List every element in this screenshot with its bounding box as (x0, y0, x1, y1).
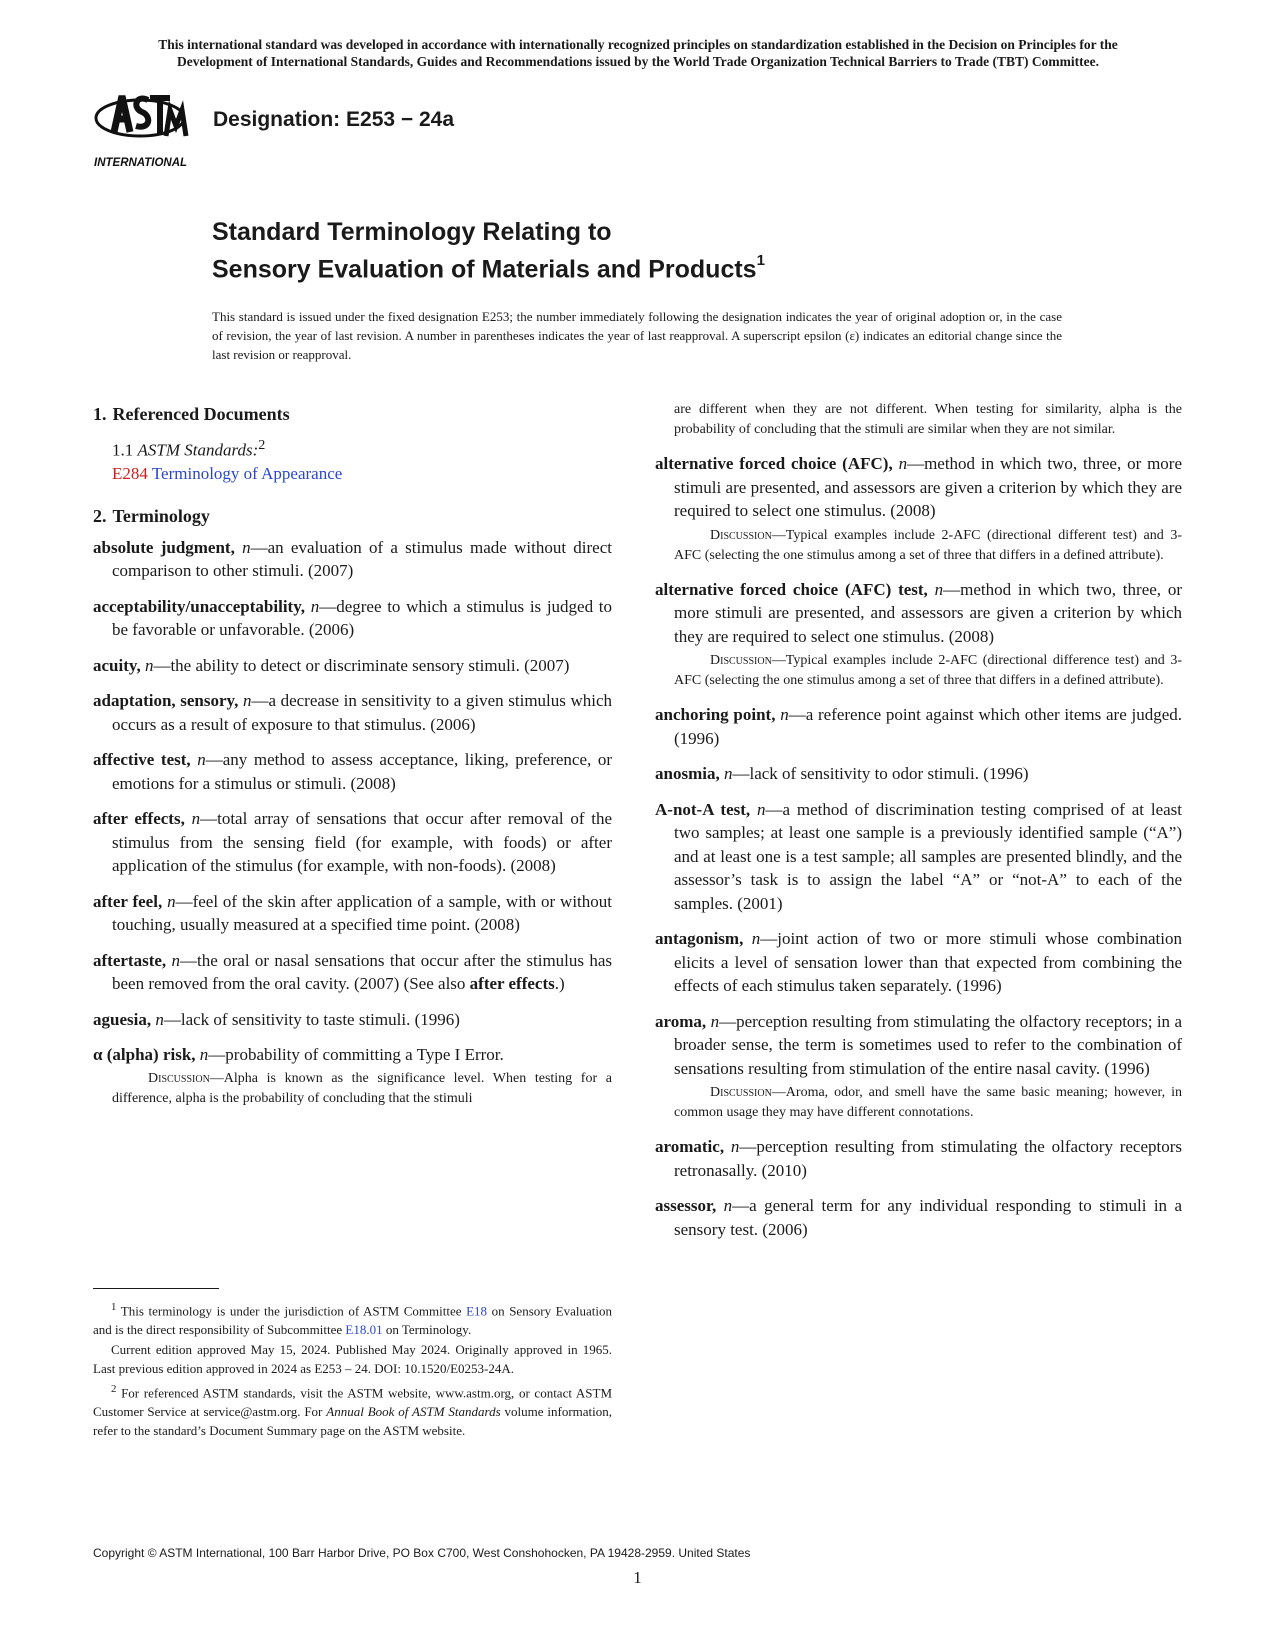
footnote-1-edition: Current edition approved May 15, 2024. Published May 2024. Originally approved in 1965. Last previous edition approved in 2024 as E253 – 24. DOI: 10.1520/E0253-24A. (93, 1342, 612, 1376)
footnotes (93, 1298, 612, 1442)
footnote-rule (93, 1288, 219, 1289)
term-entry: after effects, n—total array of sensations that occur after removal of the stimulus from the sensing field (for example, with foods) or after application of the stimulus (for example, with non-foods). (2008) (93, 809, 612, 876)
discussion-note: Discussion—Typical examples include 2-AFC (directional different test) and 3-AFC (selecting the one stimulus among a set of three that differs in a defined attribute). (674, 527, 1182, 563)
term-entry: anchoring point, n—a reference point against which other items are judged. (1996) (655, 705, 1182, 748)
designation: Designation: E253 − 24a (213, 108, 455, 131)
discussion-note: Discussion—Typical examples include 2-AFC (directional difference test) and 3-AFC (selecting the one stimulus among a set of three that differs in a defined attribute). (674, 653, 1182, 688)
wto-notice-line2: Development of International Standards, Guides and Recommendations issued by the World Trade Organization Technical Barriers to Trade (TBT) Committee. (176, 54, 1099, 69)
term-entry: aroma, n—perception resulting from stimulating the olfactory receptors; in a broader sense, the term is sometimes used to refer to the combination of sensations resulting from stimulation of the entire nasal cavity. (1996) (655, 1011, 1182, 1078)
term-entry: acceptability/unacceptability, n—degree to which a stimulus is judged to be favorable or unfavorable. (2006) (93, 596, 613, 640)
wto-notice-line1: This international standard was developed in accordance with internationally recognized principles on standardization established in the Decision on Principles for the (158, 37, 1118, 52)
wto-notice (88, 36, 1188, 70)
term-entry: affective test, n—any method to assess acceptance, liking, preference, or emotions for a stimulus or stimuli. (2008) (93, 750, 613, 793)
discussion-continued: are different when they are not different. When testing for similarity, alpha is the probability of concluding that the stimuli are similar when they are not similar. (674, 402, 1182, 437)
term-entry: absolute judgment, n—an evaluation of a stimulus made without direct comparison to other stimuli. (2007) (93, 537, 612, 581)
reference-e284[interactable] (112, 462, 612, 486)
section-heading-referenced-documents: 1. Referenced Documents (93, 404, 290, 424)
title-line1: Standard Terminology Relating to (212, 218, 612, 246)
footnote-1: $^1$ This terminology is under the jurisdiction of ASTM Committee E18 on Sensory Evaluation and is the direct responsibility of Subcommittee E18.01 on Terminology. (93, 1301, 612, 1337)
astm-logo-icon (92, 86, 192, 172)
subsection-astm-standards: 1.1 ASTM Standards:$^2$ (112, 437, 266, 460)
reference-title-link[interactable]: Terminology of Appearance (151, 464, 343, 484)
issued-note: This standard is issued under the fixed designation E253; the number immediately following the designation indicates the year of original adoption or, in the case of revision, the year of last revision. A number in parentheses indicates the year of last reapproval. A superscript epsilon (ε) indicates an editorial change since the last revision or reapproval. (212, 309, 1062, 362)
discussion-note: Discussion—Alpha is known as the significance level. When testing for a difference, alpha is the probability of concluding that the stimuli (112, 1070, 612, 1106)
term-entry: anosmia, n—lack of sensitivity to odor stimuli. (1996) (655, 764, 1029, 783)
discussion-note: Discussion—Aroma, odor, and smell have the same basic meaning; however, in common usage they may have different connotations. (674, 1085, 1182, 1120)
term-entry: alternative forced choice (AFC) test, n—method in which two, three, or more stimuli are presented, and assessors are given a criterion by which they are required to select one stimulus. (2008) (655, 579, 1182, 646)
term-entry: assessor, n—a general term for any individual responding to stimuli in a sensory test. (2006) (655, 1196, 1182, 1239)
footnote-mark-2[interactable]: 2 (258, 437, 266, 453)
term-entry: antagonism, n—joint action of two or more stimuli whose combination elicits a level of sensation lower than that expected from combining the effects of each stimulus taken separately. (1996) (655, 929, 1182, 995)
document-title (212, 216, 765, 285)
term-entry: alternative forced choice (AFC), n—method in which two, three, or more stimuli are presented, and assessors are given a criterion by which they are required to select one stimulus. (2008) (655, 454, 1183, 520)
committee-link[interactable]: E18 (466, 1303, 488, 1319)
term-entry: A-not-A test, n—a method of discrimination testing comprised of at least two samples; at least one sample is a previously identified sample (“A”) and at least one is a test sample; all samples are presented blindly, and the assessor’s task is to assign the label “A” or “not-A” to each of the samples. (2001) (655, 799, 1182, 913)
right-column (655, 400, 1182, 1253)
term-entry: adaptation, sensory, n—a decrease in sensitivity to a given stimulus which occurs as a result of exposure to that stimulus. (2006) (93, 691, 613, 734)
subcommittee-link[interactable]: E18.01 (345, 1321, 383, 1337)
term-entry: aguesia, n—lack of sensitivity to taste stimuli. (1996) (93, 1009, 460, 1029)
section-heading-terminology: 2. Terminology (93, 505, 210, 526)
left-column (93, 402, 612, 1121)
cross-reference: after effects (469, 974, 555, 994)
title-footnote-mark[interactable]: 1 (756, 252, 765, 269)
title-line2: Sensory Evaluation of Materials and Products$^1$ (212, 252, 765, 284)
copyright-notice: Copyright © ASTM International, 100 Barr Harbor Drive, PO Box C700, West Conshohocken, PA 19428-2959. United States (93, 1546, 751, 1560)
astm-logo (92, 86, 192, 172)
reference-code[interactable]: E284 (112, 464, 148, 484)
page-number: 1 (633, 1568, 642, 1587)
term-entry: α (alpha) risk, n—probability of committing a Type I Error. (93, 1045, 504, 1065)
term-entry: aromatic, n—perception resulting from stimulating the olfactory receptors retronasally. (2010) (655, 1137, 1182, 1180)
term-entry: aftertaste, n—the oral or nasal sensations that occur after the stimulus has been removed from the oral cavity. (2007) (See also after effects.) (93, 950, 613, 994)
term-entry: acuity, n—the ability to detect or discriminate sensory stimuli. (2007) (93, 655, 570, 675)
footnote-2: $^2$ For referenced ASTM standards, visit the ASTM website, www.astm.org, or contact ASTM Customer Service at service@astm.org. For Annual Book of ASTM Standards volume information, refer to the standard’s Document Summary page on the ASTM website. (93, 1383, 613, 1438)
term-entry: after feel, n—feel of the skin after application of a sample, with or without touching, usually measured at a specified time point. (2008) (93, 891, 612, 935)
logo-wordmark: INTERNATIONAL (94, 157, 188, 169)
